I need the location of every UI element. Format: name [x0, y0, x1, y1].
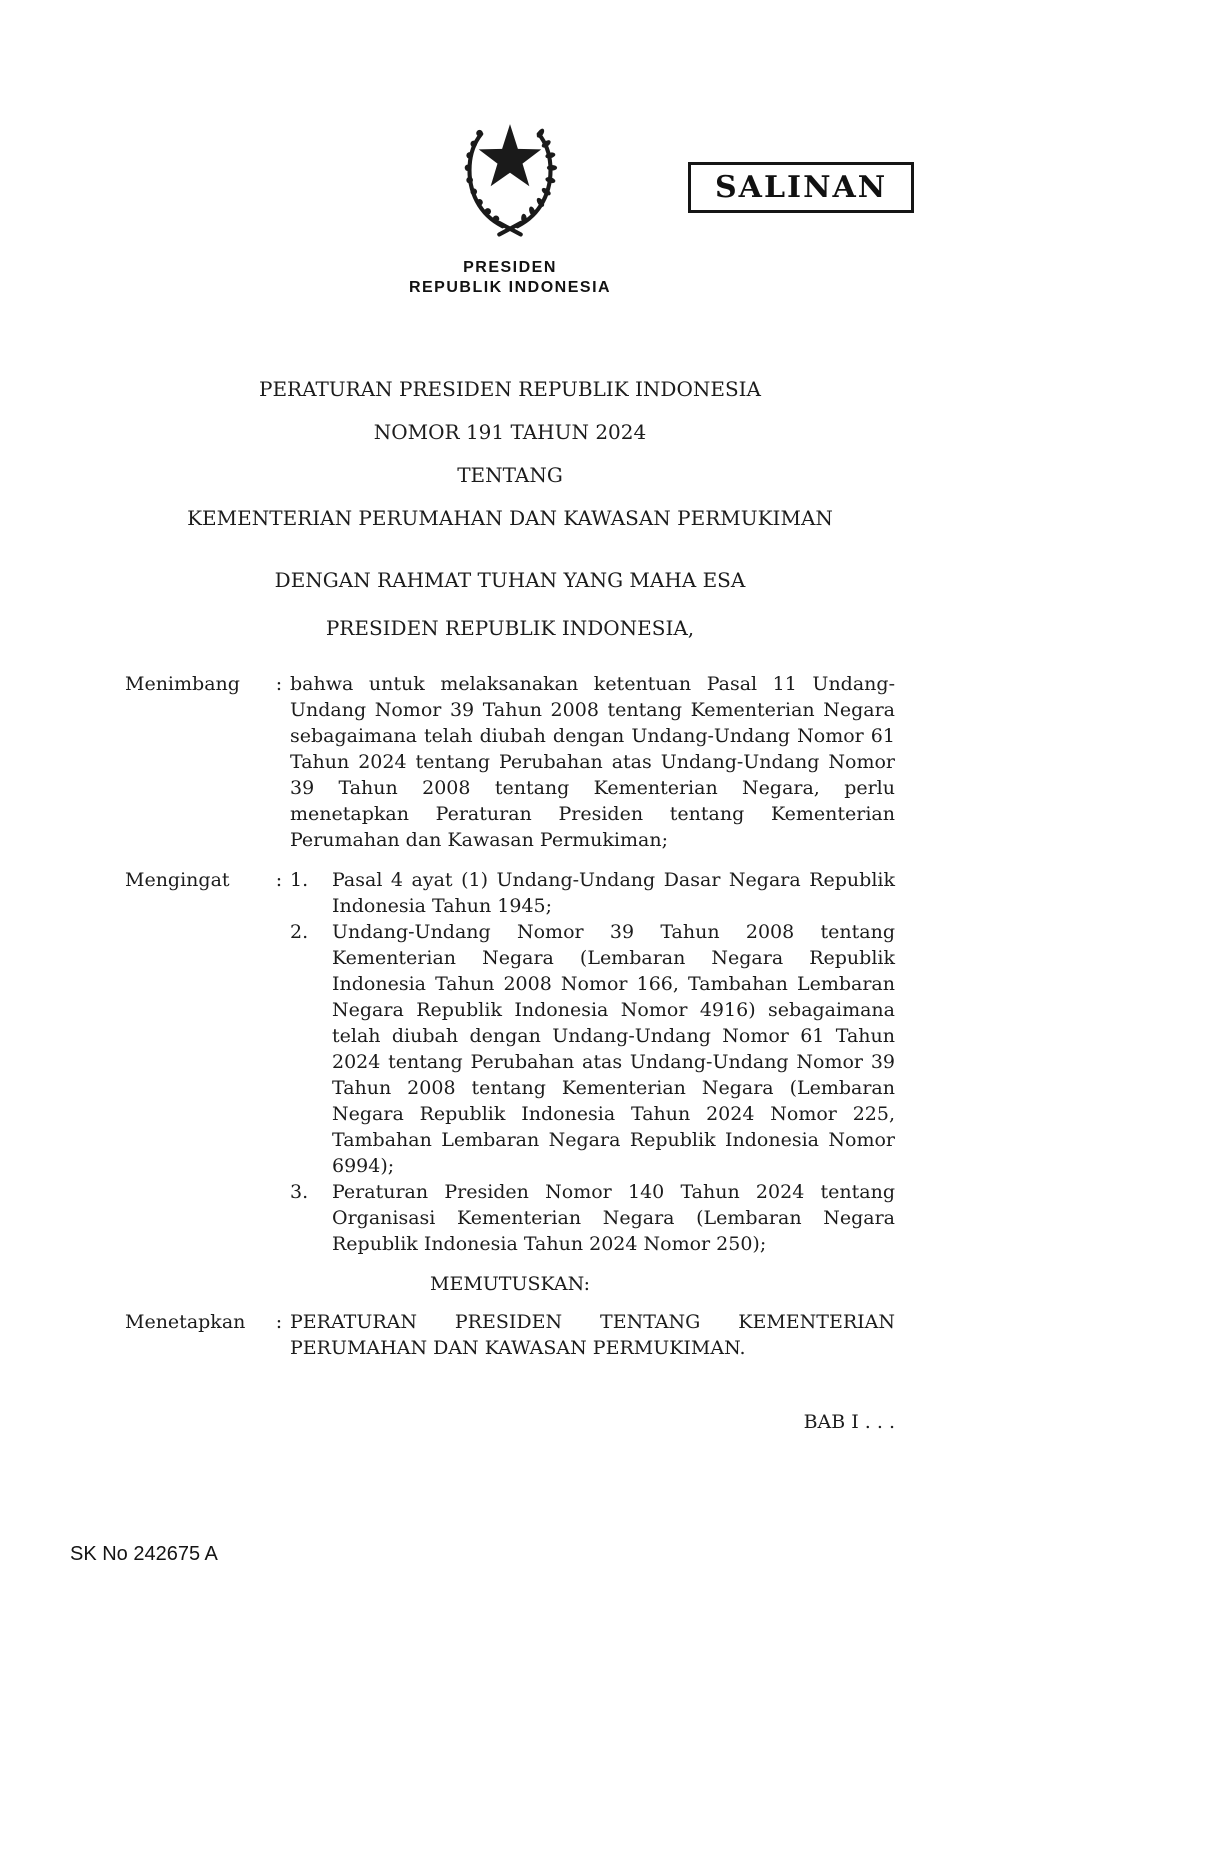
- document-content: [125, 0, 895, 1435]
- menimbang-section: [125, 671, 895, 853]
- list-item-text: Peraturan Presiden Nomor 140 Tahun 2024 tentang Organisasi Kementerian Negara (Lembaran Negara Republik Indonesia Tahun 2024 Nomor 250);: [332, 1181, 895, 1255]
- list-item-number: 2.: [290, 921, 309, 943]
- menimbang-label: Menimbang: [125, 673, 240, 695]
- list-item-number: 3.: [290, 1181, 309, 1203]
- doc-number: NOMOR 191 TAHUN 2024: [373, 420, 647, 444]
- mengingat-label: Mengingat: [125, 869, 230, 891]
- mengingat-colon: :: [275, 869, 283, 891]
- list-item-text: Pasal 4 ayat (1) Undang-Undang Dasar Negara Republik Indonesia Tahun 1945;: [332, 869, 895, 917]
- menetapkan-label: Menetapkan: [125, 1311, 246, 1333]
- menetapkan-text: PERATURAN PRESIDEN TENTANG KEMENTERIAN PERUMAHAN DAN KAWASAN PERMUKIMAN.: [290, 1311, 895, 1359]
- letterhead-republik-indonesia: REPUBLIK INDONESIA: [408, 279, 612, 296]
- title-block: [125, 376, 895, 641]
- list-item: [290, 867, 895, 919]
- doc-type-title: PERATURAN PRESIDEN REPUBLIK INDONESIA: [258, 377, 761, 401]
- salinan-label: SALINAN: [715, 170, 888, 205]
- doc-subject: KEMENTERIAN PERUMAHAN DAN KAWASAN PERMUKIMAN: [187, 506, 833, 530]
- letterhead-presiden: PRESIDEN: [463, 259, 557, 276]
- sk-number: SK No 242675 A: [70, 1543, 218, 1565]
- list-item-number: 1.: [290, 869, 309, 891]
- invocation-line: DENGAN RAHMAT TUHAN YANG MAHA ESA: [274, 568, 746, 592]
- letterhead: [125, 0, 895, 298]
- memutuskan-heading: MEMUTUSKAN:: [430, 1273, 590, 1295]
- tentang-label: TENTANG: [457, 463, 563, 487]
- menetapkan-section: [125, 1309, 895, 1361]
- presidential-emblem-icon: [448, 106, 572, 246]
- mengingat-section: [125, 867, 895, 1257]
- authority-line: PRESIDEN REPUBLIK INDONESIA,: [325, 616, 695, 640]
- menetapkan-colon: :: [275, 1311, 283, 1333]
- star-icon: [479, 124, 542, 186]
- continuation-marker: BAB I . . .: [803, 1411, 895, 1433]
- list-item: [290, 919, 895, 1179]
- list-item: [290, 1179, 895, 1257]
- menimbang-colon: :: [275, 673, 283, 695]
- list-item-text: Undang-Undang Nomor 39 Tahun 2008 tentang Kementerian Negara (Lembaran Negara Republik Indonesia Tahun 2008 Nomor 166, Tambahan Lembaran Negara Republik Indonesia Nomor 4916) sebagaimana telah diubah dengan Undang-Undang Nomor 61 Tahun 2024 tentang Perubahan atas Undang-Undang Nomor 39 Tahun 2008 tentang Kementerian Negara (Lembaran Negara Republik Indonesia Tahun 2024 Nomor 225, Tambahan Lembaran Negara Republik Indonesia Nomor 6994);: [332, 921, 895, 1177]
- menimbang-text: bahwa untuk melaksanakan ketentuan Pasal 11 Undang-Undang Nomor 39 Tahun 2008 tentang Kementerian Negara sebagaimana telah diubah dengan Undang-Undang Nomor 61 Tahun 2024 tentang Perubahan atas Undang-Undang Nomor 39 Tahun 2008 tentang Kementerian Negara, perlu menetapkan Peraturan Presiden tentang Kementerian Perumahan dan Kawasan Permukiman;: [290, 673, 895, 851]
- mengingat-list: [290, 867, 895, 1257]
